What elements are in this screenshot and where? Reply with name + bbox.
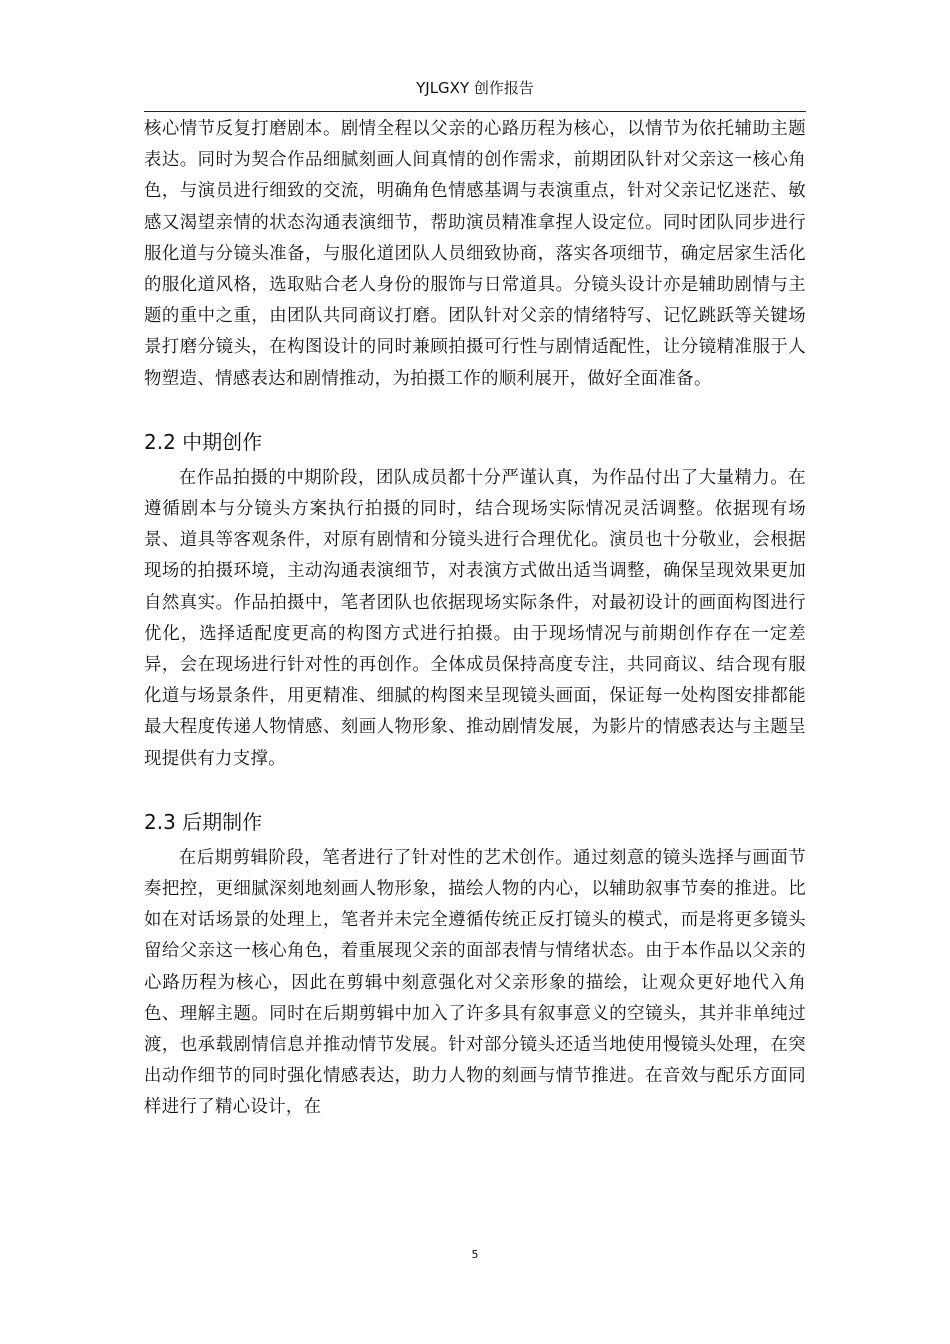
- running-header: YJLGXY 创作报告: [416, 79, 534, 97]
- section-heading-2-2: 2.2 中期创作: [144, 429, 263, 454]
- header-divider: [144, 111, 806, 112]
- section-2-2-paragraph: 在作品拍摄的中期阶段，团队成员都十分严谨认真，为作品付出了大量精力。在遵循剧本与分镜头方案执行拍摄的同时，结合现场实际情况灵活调整。依据现有场景、道具等客观条件，对原有剧情和分镜头进行合理优化。演员也十分敬业，会根据现场的拍摄环境，主动沟通表演细节，对表演方式做出适当调整，确保呈现效果更加自然真实。作品拍摄中，笔者团队也依据现场实际条件，对最初设计的画面构图进行优化，选择适配度更高的构图方式进行拍摄。由于现场情况与前期创作存在一定差异，会在现场进行针对性的再创作。全体成员保持高度专注，共同商议、结合现有服化道与场景条件，用更精准、细腻的构图来呈现镜头画面，保证每一处构图安排都能最大程度传递人物情感、刻画人物形象、推动剧情发展，为影片的情感表达与主题呈现提供有力支撑。: [144, 467, 806, 769]
- section-heading-2-3: 2.3 后期制作: [144, 809, 263, 834]
- section-2-3-paragraph: 在后期剪辑阶段，笔者进行了针对性的艺术创作。通过刻意的镜头选择与画面节奏把控，更细腻深刻地刻画人物形象，描绘人物的内心，以辅助叙事节奏的推进。比如在对话场景的处理上，笔者并未完全遵循传统正反打镜头的模式，而是将更多镜头留给父亲这一核心角色，着重展现父亲的面部表情与情绪状态。由于本作品以父亲的心路历程为核心，因此在剪辑中刻意强化对父亲形象的描绘，让观众更好地代入角色、理解主题。同时在后期剪辑中加入了许多具有叙事意义的空镜头，其并非单纯过渡，也承载剧情信息并推动情节发展。针对部分镜头还适当地使用慢镜头处理，在突出动作细节的同时强化情感表达，助力人物的刻画与情节推进。在音效与配乐方面同样进行了精心设计，在: [144, 847, 806, 1118]
- document-body: [144, 114, 806, 1124]
- page-number: 5: [471, 1248, 479, 1261]
- continuation-paragraph: 核心情节反复打磨剧本。剧情全程以父亲的心路历程为核心，以情节为依托辅助主题表达。同时为契合作品细腻刻画人间真情的创作需求，前期团队针对父亲这一核心角色，与演员进行细致的交流，明确角色情感基调与表演重点，针对父亲记忆迷茫、敏感又渴望亲情的状态沟通表演细节，帮助演员精准拿捏人设定位。同时团队同步进行服化道与分镜头准备，与服化道团队人员细致协商，落实各项细节，确定居家生活化的服化道风格，选取贴合老人身份的服饰与日常道具。分镜头设计亦是辅助剧情与主题的重中之重，由团队共同商议打磨。团队针对父亲的情绪特写、记忆跳跃等关键场景打磨分镜头，在构图设计的同时兼顾拍摄可行性与剧情适配性，让分镜精准服于人物塑造、情感表达和剧情推动，为拍摄工作的顺利展开，做好全面准备。: [144, 119, 806, 389]
